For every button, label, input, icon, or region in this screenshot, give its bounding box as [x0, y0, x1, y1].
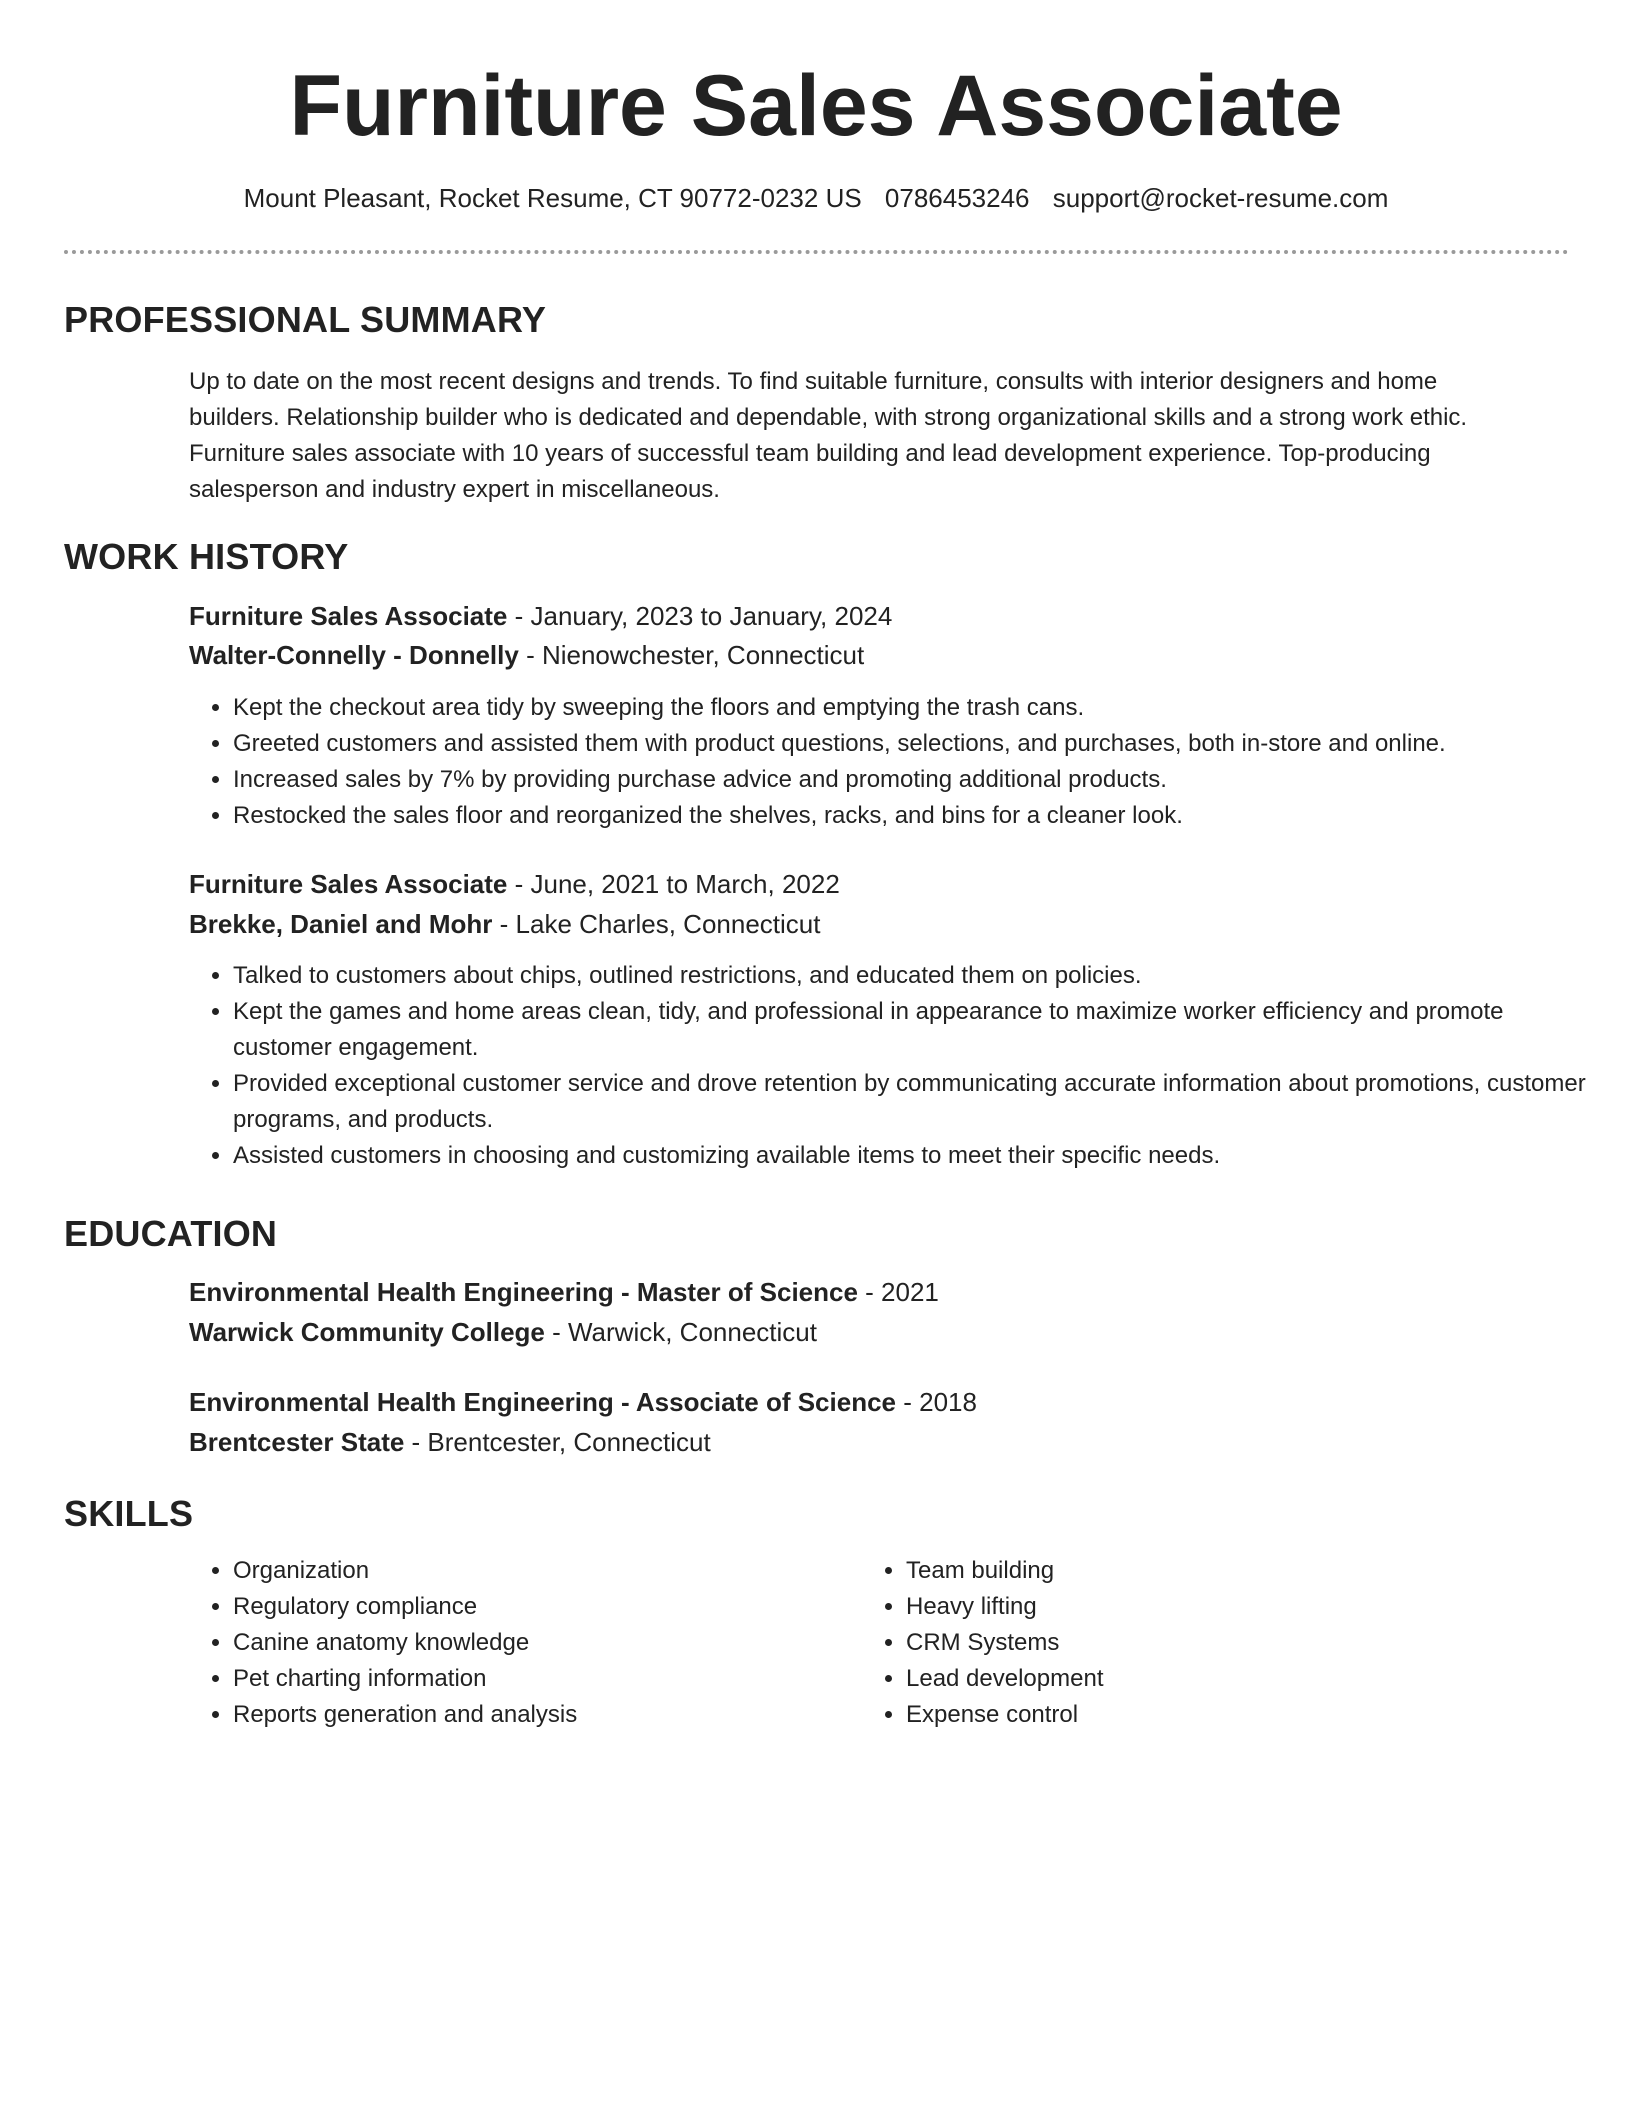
skill-item: • Team building	[906, 1553, 1506, 1589]
job-title-line	[189, 598, 892, 634]
contact-line	[0, 180, 1632, 216]
job-dates: - January, 2023 to January, 2024	[507, 601, 893, 631]
list-item: • Increased sales by 7% by providing purchase advice and promoting additional products.	[233, 762, 1593, 798]
education-degree-line	[189, 1274, 939, 1310]
job-role: Furniture Sales Associate	[189, 869, 508, 899]
job-company-line	[189, 637, 864, 673]
contact-address: Mount Pleasant, Rocket Resume, CT 90772-0232 US	[243, 183, 862, 213]
skill-item: • Lead development	[906, 1661, 1506, 1697]
list-item: • Talked to customers about chips, outlined restrictions, and educated them on policies.	[233, 958, 1593, 994]
education-school-line	[189, 1424, 711, 1460]
skill-item: • CRM Systems	[906, 1625, 1506, 1661]
skill-item: • Regulatory compliance	[233, 1589, 833, 1625]
job-location: - Nienowchester, Connecticut	[518, 640, 865, 670]
education-degree-line	[189, 1384, 977, 1420]
job-company: Brekke, Daniel and Mohr	[189, 909, 493, 939]
list-item: • Assisted customers in choosing and customizing available items to meet their specific needs.	[233, 1138, 1593, 1174]
skill-item: • Reports generation and analysis	[233, 1697, 833, 1733]
skill-item: • Pet charting information	[233, 1661, 833, 1697]
education-school-line	[189, 1314, 817, 1350]
education-degree: Environmental Health Engineering - Associate of Science	[189, 1387, 896, 1417]
education-location: - Brentcester, Connecticut	[404, 1427, 711, 1457]
section-title-education: EDUCATION	[64, 1213, 278, 1254]
job-location: - Lake Charles, Connecticut	[492, 909, 821, 939]
job-company-line	[189, 906, 820, 942]
list-item: • Kept the games and home areas clean, tidy, and professional in appearance to maximize worker efficiency and promote customer engagement.	[233, 994, 1593, 1066]
list-item: • Greeted customers and assisted them with product questions, selections, and purchases, both in-store and online.	[233, 726, 1593, 762]
list-item: • Kept the checkout area tidy by sweeping the floors and emptying the trash cans.	[233, 690, 1593, 726]
education-school: Brentcester State	[189, 1427, 405, 1457]
list-item: • Restocked the sales floor and reorganized the shelves, racks, and bins for a cleaner look.	[233, 798, 1593, 834]
candidate-name: Furniture Sales Associate	[289, 58, 1343, 154]
contact-phone: 0786453246	[884, 183, 1030, 213]
section-title-summary: PROFESSIONAL SUMMARY	[64, 299, 547, 340]
education-year: - 2018	[896, 1387, 977, 1417]
education-location: - Warwick, Connecticut	[544, 1317, 817, 1347]
skill-item: • Canine anatomy knowledge	[233, 1625, 833, 1661]
summary-text: Up to date on the most recent designs and trends. To find suitable furniture, consults with interior designers and home builders. Relationship builder who is dedicated and dependable, with strong organizational skills and a strong work ethic. Furniture sales associate with 10 years of successful team building and lead development experience. Top-producing salesperson and industry expert in miscellaneous.	[189, 368, 1468, 503]
job-dates: - June, 2021 to March, 2022	[507, 869, 840, 899]
education-year: - 2021	[857, 1277, 939, 1307]
skills-list-left	[189, 1553, 833, 1733]
skill-item: • Expense control	[906, 1697, 1506, 1733]
list-item: • Provided exceptional customer service and drove retention by communicating accurate information about promotions, customer programs, and products.	[233, 1066, 1593, 1138]
job-bullets	[189, 958, 1593, 1174]
contact-email: support@rocket-resume.com	[1052, 183, 1389, 213]
job-role: Furniture Sales Associate	[189, 601, 508, 631]
skill-item: • Heavy lifting	[906, 1589, 1506, 1625]
education-school: Warwick Community College	[189, 1317, 545, 1347]
job-bullets	[189, 690, 1593, 834]
job-company: Walter-Connelly - Donnelly	[189, 640, 519, 670]
header-divider	[64, 250, 1569, 254]
section-title-skills: SKILLS	[64, 1493, 194, 1534]
education-degree: Environmental Health Engineering - Master of Science	[189, 1277, 858, 1307]
skill-item: • Organization	[233, 1553, 833, 1589]
section-title-work-history: WORK HISTORY	[64, 536, 349, 577]
job-title-line	[189, 866, 840, 902]
skills-list-right	[862, 1553, 1506, 1733]
